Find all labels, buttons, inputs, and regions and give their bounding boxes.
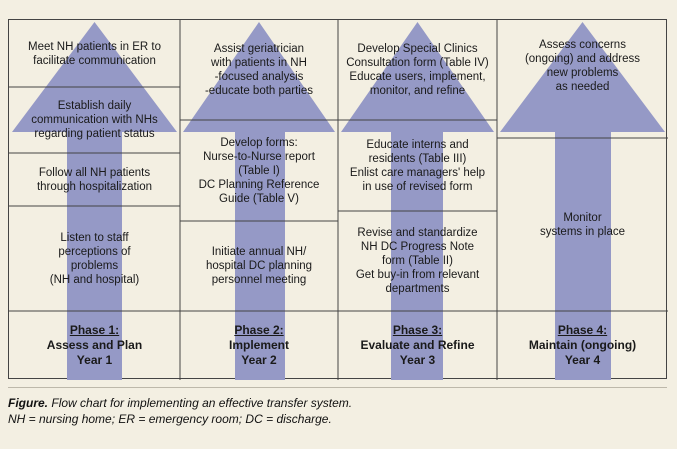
caption-label: Figure. — [8, 396, 49, 410]
step-assess-concerns: Assess concerns (ongoing) and address new problems as needed — [524, 39, 641, 93]
phase-1-label: Phase 1: Assess and Plan Year 1 — [46, 323, 143, 367]
step-assist-geriatrician: Assist geriatrician with patients in NH -focused analysis -educate both parties — [204, 43, 314, 97]
step-revise-progress-note: Revise and standardize NH DC Progress Note form (Table II) Get buy-in from relevant departments — [355, 227, 480, 295]
phase-2-label: Phase 2: Implement Year 2 — [228, 323, 289, 367]
caption-divider — [8, 387, 667, 388]
step-establish-daily-communication: Establish daily communication with NHs regarding patient status — [31, 100, 158, 140]
step-follow-nh-patients: Follow all NH patients through hospitalization — [36, 166, 153, 193]
step-meet-patients-er: Meet NH patients in ER to facilitate communication — [28, 40, 161, 67]
step-initiate-annual-meeting: Initiate annual NH/ hospital DC planning personnel meeting — [205, 246, 313, 286]
figure-caption — [8, 395, 667, 427]
transfer-system-flow-chart — [8, 19, 667, 379]
caption-abbreviations: NH = nursing home; ER = emergency room; DC = discharge. — [8, 412, 332, 426]
caption-text: Flow chart for implementing an effective transfer system. — [51, 396, 353, 410]
step-develop-forms: Develop forms: Nurse-to-Nurse report (Table I) DC Planning Reference Guide (Table V) — [198, 136, 320, 205]
step-listen-to-staff: Listen to staff perceptions of problems (NH and hospital) — [49, 231, 140, 286]
phase-3-label: Phase 3: Evaluate and Refine Year 3 — [360, 323, 475, 367]
step-develop-special-clinics-form: Develop Special Clinics Consultation form (Table IV) Educate users, implement, monitor, and refine — [346, 43, 489, 97]
step-monitor-systems: Monitor systems in place — [539, 211, 625, 238]
phase-4-label: Phase 4: Maintain (ongoing) Year 4 — [528, 323, 637, 367]
step-educate-interns: Educate interns and residents (Table III) Enlist care managers' help in use of revised form — [349, 138, 486, 193]
